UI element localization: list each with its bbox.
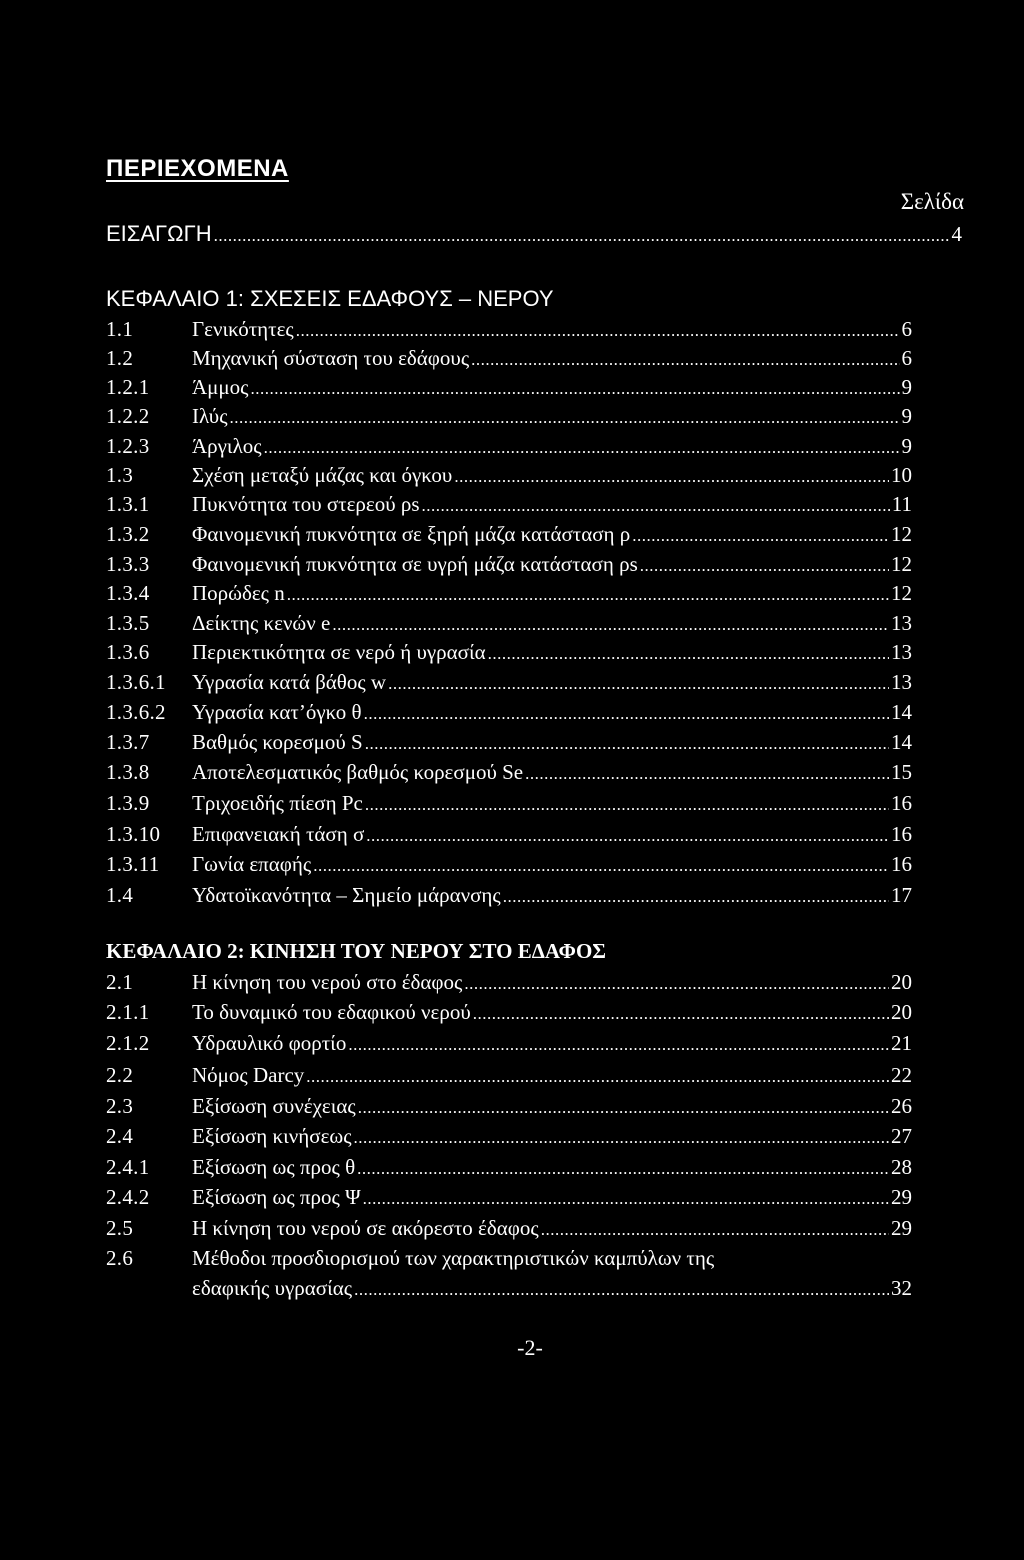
toc-heading: ΠΕΡΙΕΧΟΜΕΝΑ (106, 155, 289, 182)
dot-leader (473, 999, 889, 1029)
entry-number: 1.3.3 (106, 552, 150, 576)
chapter-2-title: ΚΕΦΑΛΑΙΟ 2: ΚΙΝΗΣΗ ΤΟΥ ΝΕΡΟΥ ΣΤΟ ΕΔΑΦΟΣ (106, 939, 607, 963)
toc-entry-intro[interactable] (106, 219, 962, 249)
toc-entry[interactable] (106, 727, 912, 757)
dot-leader (464, 969, 889, 999)
entry-title: Το δυναμικό του εδαφικού νερού (192, 1000, 471, 1024)
entry-number: 1.3.1 (106, 492, 150, 516)
toc-entry[interactable] (106, 819, 912, 849)
toc-entry[interactable] (106, 849, 912, 879)
entry-title: Υγρασία κατ’όγκο θ (192, 700, 362, 724)
entry-number: 1.3.6.1 (106, 670, 166, 694)
entry-number: 1.4 (106, 883, 134, 907)
entry-page: 6 (901, 317, 912, 341)
toc-entry[interactable] (106, 997, 912, 1027)
dot-leader (503, 882, 889, 912)
entry-title: Νόμος Darcy (192, 1063, 305, 1087)
entry-page: 12 (891, 581, 912, 605)
entry-title: Σχέση μεταξύ μάζας και όγκου (192, 463, 453, 487)
toc-entry[interactable] (106, 519, 912, 549)
entry-title: Μηχανική σύσταση του εδάφους (192, 346, 470, 370)
entry-title: Η κίνηση του νερού σε ακόρεστο έδαφος (192, 1216, 539, 1240)
dot-leader (363, 1184, 889, 1214)
dot-leader (632, 521, 889, 551)
dot-leader (313, 851, 889, 881)
toc-entry[interactable] (106, 967, 912, 997)
entry-title: Υγρασία κατά βάθος w (192, 670, 387, 694)
entry-page: 12 (891, 552, 912, 576)
entry-title: Ιλύς (192, 404, 228, 428)
entry-number: 2.2 (106, 1063, 134, 1087)
entry-title: Αποτελεσματικός βαθμός κορεσμού Se (192, 760, 524, 784)
entry-title: Τριχοειδής πίεση Pc (192, 791, 363, 815)
toc-entry[interactable] (106, 549, 912, 579)
entry-number: 1.1 (106, 317, 134, 341)
entry-number: 1.2.1 (106, 375, 150, 399)
entry-page: 14 (891, 730, 912, 754)
toc-entry[interactable] (106, 1213, 912, 1243)
toc-entry[interactable] (106, 1121, 912, 1151)
entry-title: Εξίσωση συνέχειας (192, 1094, 356, 1118)
dot-leader (296, 316, 900, 346)
entry-title: Φαινομενική πυκνότητα σε υγρή μάζα κατάσταση ρs (192, 552, 638, 576)
entry-number: 2.3 (106, 1094, 134, 1118)
dot-leader (488, 639, 889, 669)
toc-entry[interactable] (106, 697, 912, 727)
entry-page: 16 (891, 852, 912, 876)
entry-title: Άργιλος (192, 434, 262, 458)
entry-title: Περιεκτικότητα σε νερό ή υγρασία (192, 640, 486, 664)
entry-title: Η κίνηση του νερού στο έδαφος (192, 970, 463, 994)
entry-page: 17 (891, 883, 912, 907)
toc-entry[interactable] (106, 1091, 912, 1121)
dot-leader (541, 1215, 889, 1245)
entry-title: Γενικότητες (192, 317, 294, 341)
dot-leader (366, 821, 889, 851)
entry-page: 28 (891, 1155, 912, 1179)
dot-leader (251, 374, 900, 404)
toc-entry[interactable] (106, 578, 912, 608)
toc-entry[interactable] (106, 372, 912, 402)
entry-page: 14 (891, 700, 912, 724)
entry-number: 1.3.10 (106, 822, 161, 846)
entry-number: 2.1 (106, 970, 134, 994)
entry-number: 1.3 (106, 463, 134, 487)
dot-leader (332, 610, 889, 640)
entry-title: Πορώδες n (192, 581, 285, 605)
dot-leader (640, 551, 889, 581)
dot-leader (422, 491, 890, 521)
entry-number: 2.4.2 (106, 1185, 150, 1209)
dot-leader (214, 221, 950, 251)
dot-leader (264, 433, 900, 463)
dot-leader (306, 1062, 889, 1092)
entry-title: Μέθοδοι προσδιορισμού των χαρακτηριστικών καμπύλων της (192, 1246, 715, 1270)
toc-entry[interactable] (106, 314, 912, 344)
toc-entry[interactable] (106, 1060, 912, 1090)
toc-entry[interactable] (106, 788, 912, 818)
entry-page: 29 (891, 1185, 912, 1209)
entry-number: 1.3.6.2 (106, 700, 166, 724)
entry-title: Πυκνότητα του στερεού ρs (192, 492, 420, 516)
entry-page: 10 (891, 463, 912, 487)
dot-leader (471, 345, 899, 375)
dot-leader (348, 1030, 889, 1060)
toc-entry[interactable] (106, 460, 912, 490)
entry-page: 4 (951, 222, 962, 246)
entry-title: Άμμος (192, 375, 249, 399)
dot-leader (365, 790, 889, 820)
entry-page: 9 (901, 375, 912, 399)
entry-page: 13 (891, 670, 912, 694)
entry-number: 1.3.11 (106, 852, 160, 876)
entry-title: Υδατοϊκανότητα – Σημείο μάρανσης (192, 883, 501, 907)
entry-title: ΕΙΣΑΓΩΓΗ (106, 221, 212, 246)
dot-leader (354, 1275, 889, 1305)
entry-title: Υδραυλικό φορτίο (192, 1031, 347, 1055)
entry-page: 22 (891, 1063, 912, 1087)
entry-title: Γωνία επαφής (192, 852, 312, 876)
entry-number: 1.2.3 (106, 434, 150, 458)
dot-leader (287, 580, 889, 610)
entry-number: 2.1.1 (106, 1000, 150, 1024)
dot-leader (354, 1123, 889, 1153)
page-column-label: Σελίδα (900, 189, 964, 214)
toc-entry[interactable] (106, 401, 912, 431)
entry-title-continuation: εδαφικής υγρασίας (192, 1276, 353, 1300)
entry-title: Φαινομενική πυκνότητα σε ξηρή μάζα κατάσταση ρ (192, 522, 631, 546)
dot-leader (364, 699, 889, 729)
entry-page: 16 (891, 791, 912, 815)
entry-title: Εξίσωση ως προς Ψ (192, 1185, 361, 1209)
entry-number: 2.5 (106, 1216, 134, 1240)
entry-number: 2.4 (106, 1124, 134, 1148)
dot-leader (365, 729, 889, 759)
entry-page: 13 (891, 611, 912, 635)
entry-page: 6 (901, 346, 912, 370)
entry-page: 9 (901, 404, 912, 428)
entry-title: Δείκτης κενών e (192, 611, 331, 635)
entry-number: 1.3.7 (106, 730, 150, 754)
toc-entry[interactable] (106, 667, 912, 697)
chapter-1-title: ΚΕΦΑΛΑΙΟ 1: ΣΧΕΣΕΙΣ ΕΔΑΦΟΥΣ – ΝΕΡΟΥ (106, 286, 554, 311)
entry-title: Επιφανειακή τάση σ (192, 822, 365, 846)
entry-page: 9 (901, 434, 912, 458)
entry-page: 26 (891, 1094, 912, 1118)
toc-entry[interactable] (106, 343, 912, 373)
entry-number: 2.6 (106, 1246, 134, 1270)
toc-entry[interactable] (106, 608, 912, 638)
dot-leader (230, 403, 900, 433)
toc-entry[interactable] (106, 757, 912, 787)
toc-entry[interactable] (106, 431, 912, 461)
entry-page: 12 (891, 522, 912, 546)
dot-leader (525, 759, 889, 789)
toc-entry[interactable] (106, 637, 912, 667)
dot-leader (357, 1154, 889, 1184)
entry-number: 1.3.4 (106, 581, 150, 605)
toc-entry[interactable] (106, 1182, 912, 1212)
toc-entry-continuation[interactable] (192, 1273, 912, 1303)
entry-page: 32 (891, 1276, 912, 1300)
entry-title: Εξίσωση ως προς θ (192, 1155, 356, 1179)
entry-page: 15 (891, 760, 912, 784)
entry-page: 11 (891, 492, 912, 516)
dot-leader (388, 669, 889, 699)
entry-number: 1.3.9 (106, 791, 150, 815)
toc-entry-multiline[interactable] (106, 1243, 912, 1273)
entry-page: 13 (891, 640, 912, 664)
entry-number: 1.2.2 (106, 404, 150, 428)
toc-entry[interactable] (106, 1028, 912, 1058)
entry-page: 27 (891, 1124, 912, 1148)
entry-page: 21 (891, 1031, 912, 1055)
dot-leader (454, 462, 889, 492)
entry-number: 1.2 (106, 346, 134, 370)
entry-number: 1.3.5 (106, 611, 150, 635)
entry-page: 29 (891, 1216, 912, 1240)
toc-entry[interactable] (106, 880, 912, 910)
entry-title: Εξίσωση κινήσεως (192, 1124, 352, 1148)
dot-leader (358, 1093, 889, 1123)
entry-number: 1.3.8 (106, 760, 150, 784)
entry-title: Βαθμός κορεσμού S (192, 730, 363, 754)
entry-number: 1.3.6 (106, 640, 150, 664)
entry-page: 20 (891, 1000, 912, 1024)
entry-page: 20 (891, 970, 912, 994)
entry-page: 16 (891, 822, 912, 846)
entry-number: 2.1.2 (106, 1031, 150, 1055)
toc-entry[interactable] (106, 1152, 912, 1182)
entry-number: 1.3.2 (106, 522, 150, 546)
page-number: -2- (517, 1335, 543, 1360)
entry-number: 2.4.1 (106, 1155, 150, 1179)
toc-entry[interactable] (106, 489, 912, 519)
